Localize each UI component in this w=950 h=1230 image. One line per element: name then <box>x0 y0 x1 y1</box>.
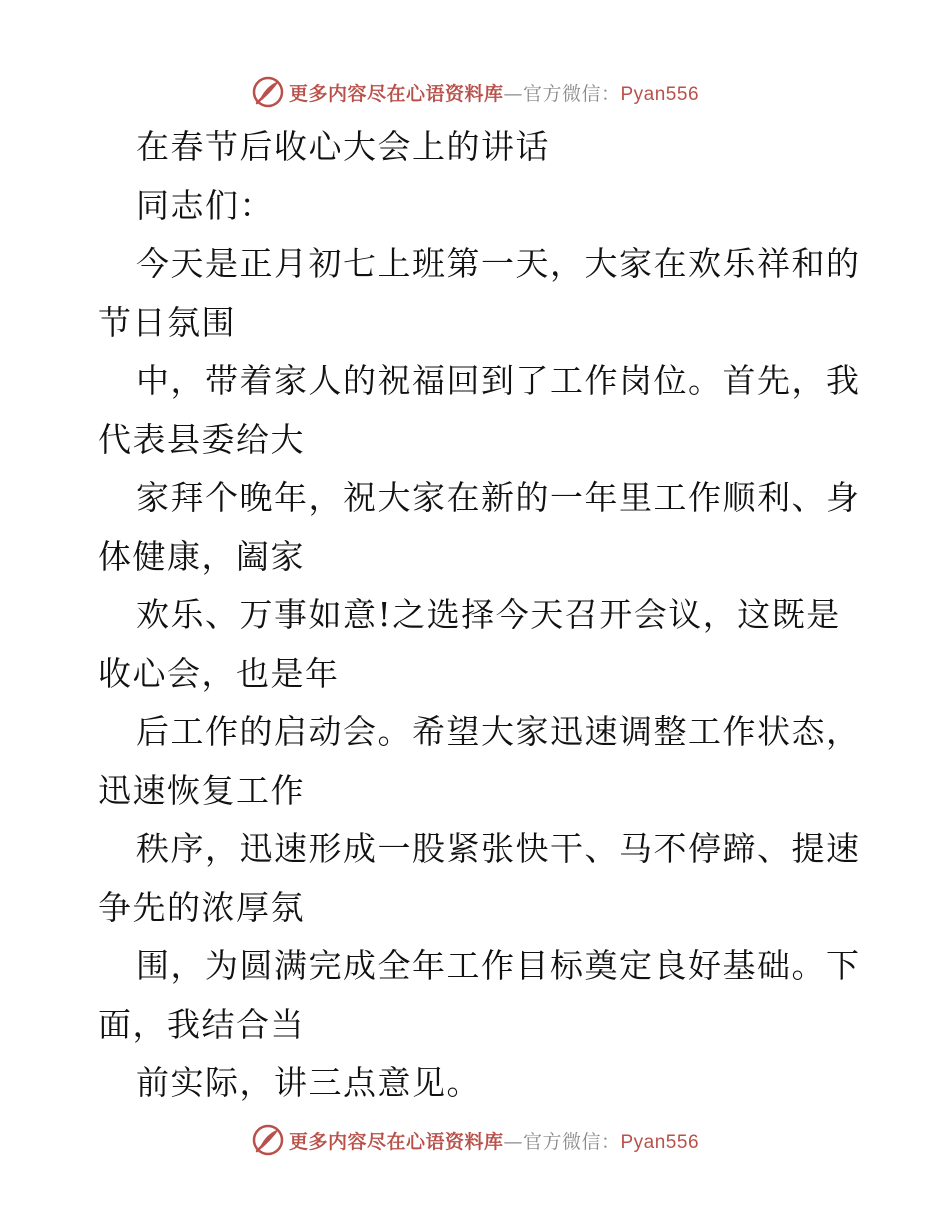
paragraph-line: 体健康，阖家 <box>98 536 305 576</box>
footer-watermark-banner <box>0 1120 950 1160</box>
watermark-main-text: 更多内容尽在心语资料库 <box>288 82 504 105</box>
watermark-dash: — <box>503 82 523 105</box>
document-body <box>98 118 861 1113</box>
paragraph-line: 家拜个晚年，祝大家在新的一年里工作顺利、身 <box>136 478 861 517</box>
paragraph-line: 今天是正月初七上班第一天，大家在欢乐祥和的 <box>136 244 861 283</box>
watermark-text <box>289 1127 699 1154</box>
paragraph-line: 面，我结合当 <box>98 1004 305 1044</box>
document-title: 在春节后收心大会上的讲话 <box>136 127 550 166</box>
watermark-account: Pyan556 <box>620 1131 700 1153</box>
paragraph-line: 中，带着家人的祝福回到了工作岗位。首先，我 <box>136 361 861 400</box>
quill-pen-logo-icon <box>251 75 285 109</box>
watermark-wechat-label: 官方微信： <box>522 1130 621 1153</box>
watermark-dash: — <box>503 1130 523 1153</box>
watermark-account: Pyan556 <box>620 83 700 105</box>
paragraph-line: 秩序，迅速形成一股紧张快干、马不停蹄、提速 <box>136 829 861 868</box>
paragraph-line: 争先的浓厚氛 <box>98 887 305 927</box>
paragraph-line: 围，为圆满完成全年工作目标奠定良好基础。下 <box>136 946 861 985</box>
watermark-wechat-label: 官方微信： <box>522 82 621 105</box>
header-watermark-banner <box>0 72 950 112</box>
watermark-text <box>289 79 699 106</box>
paragraph-line: 前实际，讲三点意见。 <box>136 1063 481 1102</box>
quill-pen-logo-icon <box>251 1123 285 1157</box>
paragraph-line: 欢乐、万事如意!之选择今天召开会议，这既是 <box>136 595 841 634</box>
paragraph-line: 节日氛围 <box>98 302 236 342</box>
paragraph-line: 后工作的启动会。希望大家迅速调整工作状态， <box>136 712 861 751</box>
watermark-main-text: 更多内容尽在心语资料库 <box>288 1130 504 1153</box>
paragraph-line: 收心会，也是年 <box>98 653 340 693</box>
paragraph-line: 迅速恢复工作 <box>98 770 305 810</box>
salutation: 同志们： <box>136 185 274 225</box>
paragraph-line: 代表县委给大 <box>98 419 305 459</box>
